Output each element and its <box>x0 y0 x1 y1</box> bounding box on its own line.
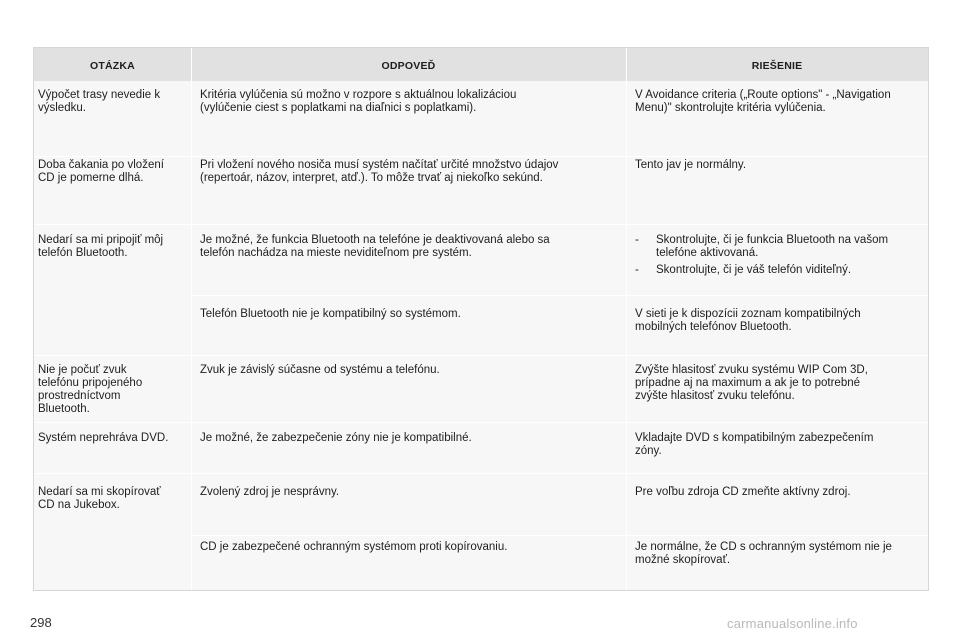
bullet-dash: - <box>635 234 639 246</box>
header-question: OTÁZKA <box>90 60 135 72</box>
row-question: Nie je počuť zvuk telefónu pripojeného prostredníctvom Bluetooth. <box>38 364 143 415</box>
row-solution: Tento jav je normálny. <box>635 159 747 171</box>
row-solution: V sieti je k dispozícii zoznam kompatibilných mobilných telefónov Bluetooth. <box>635 308 861 333</box>
row-divider <box>34 473 928 474</box>
row-answer: Je možné, že zabezpečenie zóny nie je kompatibilné. <box>200 432 472 444</box>
row-divider <box>34 355 928 356</box>
row-divider <box>192 295 928 296</box>
row-divider <box>192 535 928 536</box>
bullet-dash: - <box>635 264 639 276</box>
header-answer: ODPOVEĎ <box>381 60 436 72</box>
row-question: Výpočet trasy nevedie k výsledku. <box>38 89 161 114</box>
row-question: Nedarí sa mi skopírovať CD na Jukebox. <box>38 486 161 511</box>
row-answer: Kritéria vylúčenia sú možno v rozpore s aktuálnou lokalizáciou (vylúčenie ciest s poplatkami na diaľnici s poplatkami). <box>200 89 517 114</box>
row-question: Systém neprehráva DVD. <box>38 432 169 444</box>
row-solution: Vkladajte DVD s kompatibilným zabezpečením zóny. <box>635 432 874 457</box>
row-solution-item: Skontrolujte, či je váš telefón viditeľný. <box>656 264 852 276</box>
table-header <box>34 48 928 81</box>
column-divider <box>191 48 192 590</box>
row-question: Nedarí sa mi pripojiť môj telefón Bluetooth. <box>38 234 164 259</box>
row-answer: Zvuk je závislý súčasne od systému a telefónu. <box>200 364 440 376</box>
row-answer: Je možné, že funkcia Bluetooth na telefóne je deaktivovaná alebo sa telefón nachádza na mieste neviditeľnom pre systém. <box>200 234 550 259</box>
row-divider <box>34 224 928 225</box>
row-answer: Pri vložení nového nosiča musí systém načítať určité množstvo údajov (repertoár, názov, interpret, atď.). To môže trvať aj niekoľko sekúnd. <box>200 159 559 184</box>
row-divider <box>34 422 928 423</box>
row-solution: Je normálne, že CD s ochranným systémom nie je možné skopírovať. <box>635 541 892 566</box>
page-number: 298 <box>30 615 52 630</box>
row-divider <box>34 156 928 157</box>
row-solution: Zvýšte hlasitosť zvuku systému WIP Com 3D, prípadne aj na maximum a ak je to potrebné zvýšte hlasitosť zvuku telefónu. <box>635 364 868 402</box>
row-solution-item: Skontrolujte, či je funkcia Bluetooth na vašom telefóne aktivovaná. <box>656 234 889 259</box>
header-solution: RIEŠENIE <box>751 60 803 72</box>
watermark: carmanualsonline.info <box>727 616 858 631</box>
column-divider <box>626 48 627 590</box>
row-answer: Zvolený zdroj je nesprávny. <box>200 486 340 498</box>
row-question: Doba čakania po vložení CD je pomerne dlhá. <box>38 159 164 184</box>
row-solution: V Avoidance criteria („Route options" - „Navigation Menu)" skontrolujte kritéria vylúčenia. <box>635 89 891 114</box>
row-answer: CD je zabezpečené ochranným systémom proti kopírovaniu. <box>200 541 508 553</box>
faq-table <box>33 47 929 591</box>
row-solution: Pre voľbu zdroja CD zmeňte aktívny zdroj. <box>635 486 851 498</box>
row-answer: Telefón Bluetooth nie je kompatibilný so systémom. <box>200 308 461 320</box>
